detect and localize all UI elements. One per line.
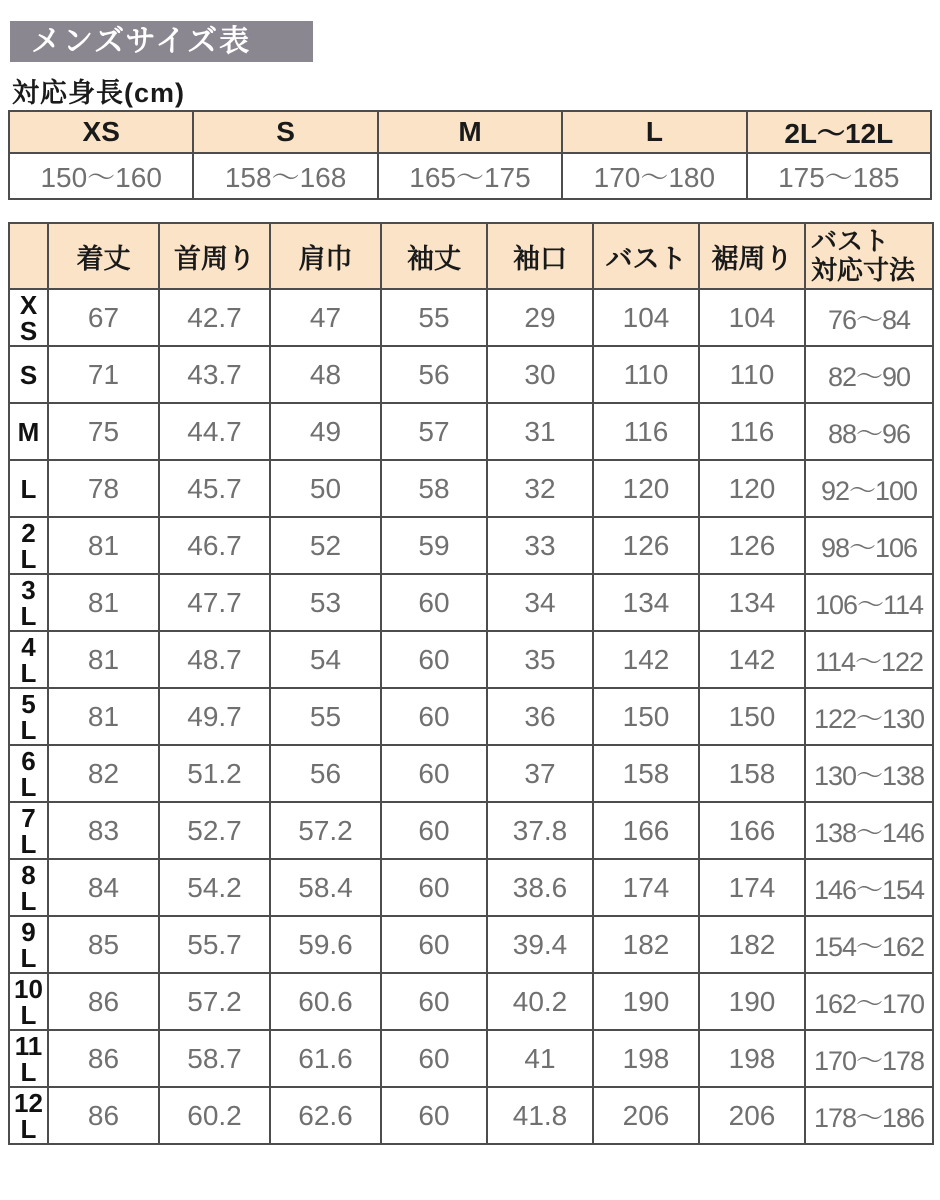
- row-label: [9, 1030, 48, 1087]
- size-value-cell: 44.7: [159, 403, 270, 460]
- size-value-cell: 71: [48, 346, 159, 403]
- size-value-cell: 86: [48, 973, 159, 1030]
- row-label-line: S: [19, 359, 38, 390]
- row-label-line: X: [19, 289, 38, 320]
- size-col-header: [805, 223, 933, 289]
- size-value-cell: 106〜114: [805, 574, 933, 631]
- size-value-cell: 54: [270, 631, 381, 688]
- height-col-header: L: [562, 111, 746, 153]
- size-value-cell: 92〜100: [805, 460, 933, 517]
- height-table-header-row: [9, 111, 931, 153]
- size-value-cell: 41: [487, 1030, 593, 1087]
- table-row: [9, 745, 933, 802]
- size-value-cell: 60: [381, 916, 487, 973]
- size-value-cell: 55: [381, 289, 487, 346]
- row-label-line: 8: [21, 859, 36, 890]
- row-label-line: L: [20, 828, 37, 859]
- table-row: [9, 346, 933, 403]
- row-label-line: L: [20, 942, 37, 973]
- size-col-header-line: バスト: [811, 226, 890, 256]
- size-value-cell: 48: [270, 346, 381, 403]
- size-value-cell: 138〜146: [805, 802, 933, 859]
- row-label-line: L: [20, 473, 37, 504]
- size-value-cell: 114〜122: [805, 631, 933, 688]
- size-value-cell: 98〜106: [805, 517, 933, 574]
- table-row: [9, 688, 933, 745]
- row-label: [9, 346, 48, 403]
- size-value-cell: 60: [381, 859, 487, 916]
- size-value-cell: 82〜90: [805, 346, 933, 403]
- size-value-cell: 43.7: [159, 346, 270, 403]
- row-label: [9, 916, 48, 973]
- size-col-header: 着丈: [48, 223, 159, 289]
- row-label-line: 2: [21, 517, 36, 548]
- height-value-cell: 175〜185: [747, 153, 931, 199]
- size-value-cell: 146〜154: [805, 859, 933, 916]
- size-value-cell: 104: [699, 289, 805, 346]
- size-value-cell: 120: [699, 460, 805, 517]
- table-row: [9, 802, 933, 859]
- table-row: [9, 517, 933, 574]
- row-label-line: 10: [14, 973, 43, 1004]
- row-label-line: L: [20, 543, 37, 574]
- size-value-cell: 158: [699, 745, 805, 802]
- size-value-cell: 86: [48, 1087, 159, 1144]
- size-value-cell: 75: [48, 403, 159, 460]
- size-value-cell: 85: [48, 916, 159, 973]
- table-row: [9, 460, 933, 517]
- corner-cell: [9, 223, 48, 289]
- size-value-cell: 58.4: [270, 859, 381, 916]
- size-value-cell: 182: [593, 916, 699, 973]
- table-row: [9, 1087, 933, 1144]
- row-label-line: L: [20, 771, 37, 802]
- row-label: [9, 745, 48, 802]
- size-col-header: 首周り: [159, 223, 270, 289]
- height-col-header: XS: [9, 111, 193, 153]
- size-value-cell: 134: [593, 574, 699, 631]
- size-value-cell: 55: [270, 688, 381, 745]
- size-value-cell: 56: [270, 745, 381, 802]
- height-value-cell: 165〜175: [378, 153, 562, 199]
- page-title-bar: [10, 21, 313, 62]
- size-col-header-line: 対応寸法: [811, 255, 916, 285]
- size-value-cell: 60: [381, 1030, 487, 1087]
- size-value-cell: 81: [48, 688, 159, 745]
- row-label-line: L: [20, 1113, 37, 1144]
- size-value-cell: 52.7: [159, 802, 270, 859]
- size-value-cell: 36: [487, 688, 593, 745]
- size-col-header: バスト: [593, 223, 699, 289]
- size-value-cell: 48.7: [159, 631, 270, 688]
- size-value-cell: 52: [270, 517, 381, 574]
- row-label-line: 4: [21, 631, 36, 662]
- size-value-cell: 126: [593, 517, 699, 574]
- row-label-line: L: [20, 657, 37, 688]
- row-label-line: 9: [21, 916, 36, 947]
- size-value-cell: 59.6: [270, 916, 381, 973]
- size-value-cell: 166: [699, 802, 805, 859]
- size-value-cell: 35: [487, 631, 593, 688]
- row-label: [9, 802, 48, 859]
- size-value-cell: 40.2: [487, 973, 593, 1030]
- row-label-line: 7: [21, 802, 36, 833]
- size-value-cell: 58.7: [159, 1030, 270, 1087]
- row-label-line: 5: [21, 688, 36, 719]
- size-value-cell: 62.6: [270, 1087, 381, 1144]
- size-value-cell: 60: [381, 745, 487, 802]
- row-label-line: L: [20, 885, 37, 916]
- size-value-cell: 60.6: [270, 973, 381, 1030]
- table-row: [9, 574, 933, 631]
- size-value-cell: 46.7: [159, 517, 270, 574]
- row-label-line: S: [19, 315, 38, 346]
- size-value-cell: 34: [487, 574, 593, 631]
- size-value-cell: 104: [593, 289, 699, 346]
- size-value-cell: 206: [593, 1087, 699, 1144]
- row-label-line: 3: [21, 574, 36, 605]
- size-value-cell: 122〜130: [805, 688, 933, 745]
- row-label-line: 6: [21, 745, 36, 776]
- size-value-cell: 142: [699, 631, 805, 688]
- size-col-header: 袖口: [487, 223, 593, 289]
- row-label-line: M: [17, 416, 40, 447]
- size-value-cell: 55.7: [159, 916, 270, 973]
- size-value-cell: 58: [381, 460, 487, 517]
- size-value-cell: 37.8: [487, 802, 593, 859]
- size-value-cell: 178〜186: [805, 1087, 933, 1144]
- size-value-cell: 78: [48, 460, 159, 517]
- height-value-cell: 170〜180: [562, 153, 746, 199]
- page-title: メンズサイズ表: [31, 25, 252, 58]
- size-value-cell: 60: [381, 631, 487, 688]
- row-label-line: L: [20, 600, 37, 631]
- table-row: [9, 403, 933, 460]
- row-label: [9, 289, 48, 346]
- size-value-cell: 162〜170: [805, 973, 933, 1030]
- size-col-header: 裾周り: [699, 223, 805, 289]
- size-value-cell: 134: [699, 574, 805, 631]
- height-value-cell: 150〜160: [9, 153, 193, 199]
- size-value-cell: 37: [487, 745, 593, 802]
- size-value-cell: 32: [487, 460, 593, 517]
- size-value-cell: 110: [699, 346, 805, 403]
- height-table-caption: 対応身長(cm): [12, 78, 186, 108]
- size-value-cell: 182: [699, 916, 805, 973]
- size-value-cell: 170〜178: [805, 1030, 933, 1087]
- table-row: [9, 916, 933, 973]
- size-value-cell: 150: [593, 688, 699, 745]
- size-value-cell: 60: [381, 1087, 487, 1144]
- size-value-cell: 41.8: [487, 1087, 593, 1144]
- size-value-cell: 59: [381, 517, 487, 574]
- height-table: [8, 110, 932, 200]
- row-label: [9, 574, 48, 631]
- size-value-cell: 31: [487, 403, 593, 460]
- size-value-cell: 57.2: [159, 973, 270, 1030]
- size-value-cell: 57: [381, 403, 487, 460]
- size-value-cell: 47.7: [159, 574, 270, 631]
- size-value-cell: 61.6: [270, 1030, 381, 1087]
- size-value-cell: 45.7: [159, 460, 270, 517]
- size-value-cell: 190: [593, 973, 699, 1030]
- table-row: [9, 631, 933, 688]
- size-value-cell: 30: [487, 346, 593, 403]
- size-value-cell: 86: [48, 1030, 159, 1087]
- size-value-cell: 116: [699, 403, 805, 460]
- row-label-line: L: [20, 1056, 37, 1087]
- size-value-cell: 47: [270, 289, 381, 346]
- size-value-cell: 120: [593, 460, 699, 517]
- size-value-cell: 110: [593, 346, 699, 403]
- size-value-cell: 60: [381, 688, 487, 745]
- size-value-cell: 54.2: [159, 859, 270, 916]
- size-col-header: 肩巾: [270, 223, 381, 289]
- row-label-line: L: [20, 999, 37, 1030]
- size-value-cell: 51.2: [159, 745, 270, 802]
- table-row: [9, 1030, 933, 1087]
- row-label: [9, 460, 48, 517]
- size-value-cell: 84: [48, 859, 159, 916]
- size-value-cell: 38.6: [487, 859, 593, 916]
- size-value-cell: 53: [270, 574, 381, 631]
- size-value-cell: 83: [48, 802, 159, 859]
- size-value-cell: 126: [699, 517, 805, 574]
- row-label-line: 12: [14, 1087, 43, 1118]
- height-table-value-row: [9, 153, 931, 199]
- size-value-cell: 60.2: [159, 1087, 270, 1144]
- size-value-cell: 158: [593, 745, 699, 802]
- size-value-cell: 49.7: [159, 688, 270, 745]
- size-value-cell: 150: [699, 688, 805, 745]
- height-value-cell: 158〜168: [193, 153, 377, 199]
- row-label: [9, 631, 48, 688]
- size-value-cell: 57.2: [270, 802, 381, 859]
- size-value-cell: 60: [381, 973, 487, 1030]
- table-row: [9, 289, 933, 346]
- row-label: [9, 1087, 48, 1144]
- size-value-cell: 174: [593, 859, 699, 916]
- size-value-cell: 81: [48, 574, 159, 631]
- size-value-cell: 82: [48, 745, 159, 802]
- size-value-cell: 49: [270, 403, 381, 460]
- size-value-cell: 76〜84: [805, 289, 933, 346]
- height-col-header: M: [378, 111, 562, 153]
- size-value-cell: 116: [593, 403, 699, 460]
- size-value-cell: 130〜138: [805, 745, 933, 802]
- row-label-line: L: [20, 714, 37, 745]
- size-value-cell: 198: [699, 1030, 805, 1087]
- row-label: [9, 973, 48, 1030]
- size-value-cell: 206: [699, 1087, 805, 1144]
- size-value-cell: 81: [48, 631, 159, 688]
- size-value-cell: 174: [699, 859, 805, 916]
- table-row: [9, 973, 933, 1030]
- size-value-cell: 33: [487, 517, 593, 574]
- row-label-line: 11: [14, 1030, 43, 1061]
- size-table-header-row: [9, 223, 933, 289]
- size-value-cell: 50: [270, 460, 381, 517]
- size-value-cell: 166: [593, 802, 699, 859]
- size-value-cell: 190: [699, 973, 805, 1030]
- height-col-header: 2L〜12L: [747, 111, 931, 153]
- size-col-header: 袖丈: [381, 223, 487, 289]
- size-value-cell: 60: [381, 802, 487, 859]
- size-value-cell: 198: [593, 1030, 699, 1087]
- size-value-cell: 39.4: [487, 916, 593, 973]
- row-label: [9, 688, 48, 745]
- height-col-header: S: [193, 111, 377, 153]
- row-label: [9, 859, 48, 916]
- size-value-cell: 154〜162: [805, 916, 933, 973]
- size-value-cell: 56: [381, 346, 487, 403]
- size-value-cell: 29: [487, 289, 593, 346]
- size-table: [8, 222, 934, 1145]
- row-label: [9, 517, 48, 574]
- size-value-cell: 81: [48, 517, 159, 574]
- table-row: [9, 859, 933, 916]
- size-value-cell: 88〜96: [805, 403, 933, 460]
- size-value-cell: 142: [593, 631, 699, 688]
- size-value-cell: 67: [48, 289, 159, 346]
- row-label: [9, 403, 48, 460]
- size-value-cell: 42.7: [159, 289, 270, 346]
- size-value-cell: 60: [381, 574, 487, 631]
